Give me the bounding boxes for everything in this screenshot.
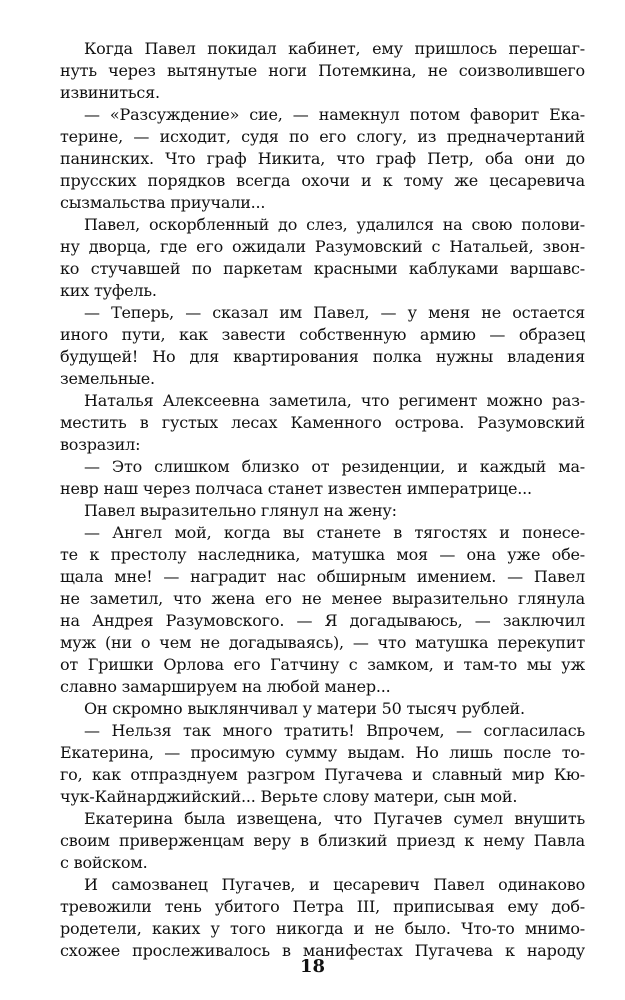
text-line: местить в густых лесах Каменного острова. Разумовский xyxy=(60,413,585,432)
page-number: 18 xyxy=(299,956,326,977)
text-line: Екатерина, — просимую сумму выдам. Но лишь после то- xyxy=(60,743,585,762)
paragraph xyxy=(60,808,585,874)
text-line: Когда Павел покидал кабинет, ему пришлось перешаг- xyxy=(84,39,585,58)
text-line: чук-Кайнарджийский... Верьте слову матери, сын мой. xyxy=(60,787,518,806)
text-line: будущей! Но для квартирования полка нужны владения xyxy=(60,347,585,366)
text-line: прусских порядков всегда охочи и к тому же цесаревича xyxy=(60,171,585,190)
text-line: земельные. xyxy=(60,369,155,388)
text-line: ко стучавшей по паркетам красными каблуками варшавс- xyxy=(60,259,585,278)
text-line: своим приверженцам веру в близкий приезд к нему Павла xyxy=(60,831,585,850)
text-line: — Ангел мой, когда вы станете в тягостях и понесе- xyxy=(84,523,585,542)
text-line: го, как отпразднуем разгром Пугачева и славный мир Кю- xyxy=(60,765,585,784)
paragraph xyxy=(60,302,585,390)
text-line: терине, — исходит, судя по его слогу, из предначертаний xyxy=(60,127,585,146)
text-line: возразил: xyxy=(60,435,141,454)
text-line: не заметил, что жена его не менее выразительно глянула xyxy=(60,589,585,608)
text-line: схожее прослеживалось в манифестах Пугачева к народу xyxy=(60,941,585,960)
paragraph xyxy=(60,38,585,104)
book-page xyxy=(60,38,585,962)
paragraph xyxy=(60,874,585,962)
text-line: иного пути, как завести собственную армию — образец xyxy=(60,325,585,344)
text-line: панинских. Что граф Никита, что граф Петр, оба они до xyxy=(60,149,585,168)
text-line: Екатерина была извещена, что Пугачев сумел внушить xyxy=(84,809,585,828)
text-line: с войском. xyxy=(60,853,148,872)
text-line: И самозванец Пугачев, и цесаревич Павел одинаково xyxy=(84,875,585,894)
text-line: родетели, каких у того никогда и не было. Что-то мнимо- xyxy=(60,919,585,938)
text-line: тревожили тень убитого Петра III, приписывая ему доб- xyxy=(60,897,585,916)
text-line: Павел, оскорбленный до слез, удалился на свою полови- xyxy=(84,215,585,234)
text-line: Он скромно выклянчивал у матери 50 тысяч рублей. xyxy=(84,699,525,718)
paragraph xyxy=(60,104,585,214)
paragraph xyxy=(60,456,585,500)
text-line: сызмальства приучали... xyxy=(60,193,266,212)
text-line: невр наш через полчаса станет известен императрице... xyxy=(60,479,532,498)
text-line: на Андрея Разумовского. — Я догадываюсь, — заключил xyxy=(60,611,585,630)
paragraph xyxy=(60,500,585,522)
text-line: — Теперь, — сказал им Павел, — у меня не остается xyxy=(84,303,585,322)
text-line: — Это слишком близко от резиденции, и каждый ма- xyxy=(84,457,585,476)
text-line: ну дворца, где его ожидали Разумовский с Натальей, звон- xyxy=(60,237,585,256)
paragraph xyxy=(60,698,585,720)
text-line: — «Разсуждение» сие, — намекнул потом фаворит Ека- xyxy=(84,105,585,124)
text-line: щала мне! — наградит нас обширным имением. — Павел xyxy=(60,567,585,586)
text-line: те к престолу наследника, матушка моя — она уже обе- xyxy=(60,545,585,564)
text-line: муж (ни о чем не догадываясь), — что матушка перекупит xyxy=(60,633,585,652)
text-line: Павел выразительно глянул на жену: xyxy=(84,501,397,520)
text-line: славно замаршируем на любой манер... xyxy=(60,677,391,696)
text-line: извиниться. xyxy=(60,83,160,102)
text-line: нуть через вытянутые ноги Потемкина, не соизволившего xyxy=(60,61,585,80)
text-line: — Нельзя так много тратить! Впрочем, — согласилась xyxy=(84,721,585,740)
text-line: Наталья Алексеевна заметила, что регимент можно раз- xyxy=(84,391,585,410)
text-line: ких туфель. xyxy=(60,281,157,300)
paragraph xyxy=(60,390,585,456)
paragraph xyxy=(60,720,585,808)
paragraph xyxy=(60,522,585,698)
paragraph xyxy=(60,214,585,302)
text-line: от Гришки Орлова его Гатчину с замком, и там-то мы уж xyxy=(60,655,585,674)
